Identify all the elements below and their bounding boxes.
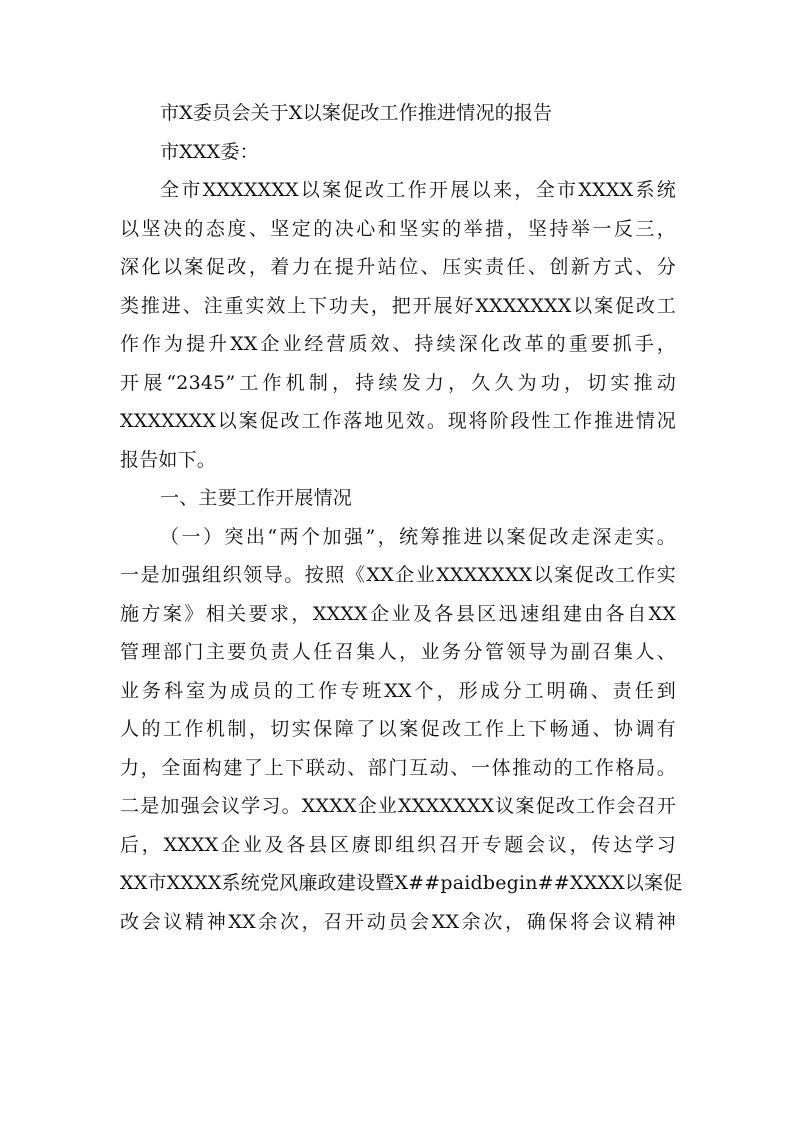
subsection-line: 力，全面构建了上下联动、部门互动、一体推动的工作格局。 [120,756,676,779]
subsection-line: 改会议精神XX余次，召开动员会XX余次，确保将会议精神 [120,910,676,933]
section-heading: 一、主要工作开展情况 [160,487,353,509]
intro-line: 深化以案促改，着力在提升站位、压实责任、创新方式、分 [120,256,676,278]
subsection-line: （一）突出“两个加强”，统筹推进以案促改走深走实。 [160,525,676,548]
subsection-line: XX市XXXX系统党风廉政建设暨X##paidbegin##XXXX以案促 [120,872,683,894]
intro-line: 以坚决的态度、坚定的决心和坚实的举措，坚持举一反三， [120,217,676,240]
intro-line: XXXXXXX以案促改工作落地见效。现将阶段性工作推进情况 [120,410,676,432]
subsection-line: 二是加强会议学习。XXXX企业XXXXXXX议案促改工作会召开 [120,795,676,817]
document-title: 市X委员会关于X以案促改工作推进情况的报告 [160,102,553,124]
intro-line: 全市XXXXXXX以案促改工作开展以来，全市XXXX系统 [160,179,676,201]
intro-line: 开展“2345”工作机制，持续发力，久久为功，切实推动 [120,371,676,394]
intro-line: 报告如下。 [120,448,217,471]
subsection-line: 管理部门主要负责人任召集人，业务分管领导为副召集人、 [120,641,676,663]
subsection-line: 人的工作机制，切实保障了以案促改工作上下畅通、协调有 [120,718,676,740]
intro-line: 类推进、注重实效上下功夫，把开展好XXXXXXX以案促改工 [120,294,676,317]
document-body [120,94,683,941]
subsection-line: 业务科室为成员的工作专班XX个，形成分工明确、责任到 [120,679,676,702]
subsection-line: 后，XXXX企业及各县区赓即组织召开专题会议，传达学习 [120,833,676,856]
intro-line: 作作为提升XX企业经营质效、持续深化改革的重要抓手， [120,333,676,355]
subsection-line: 施方案》相关要求，XXXX企业及各县区迅速组建由各自XX [120,602,676,625]
salutation: 市XXX委： [160,140,259,163]
subsection-line: 一是加强组织领导。按照《XX企业XXXXXXX以案促改工作实 [120,564,676,586]
